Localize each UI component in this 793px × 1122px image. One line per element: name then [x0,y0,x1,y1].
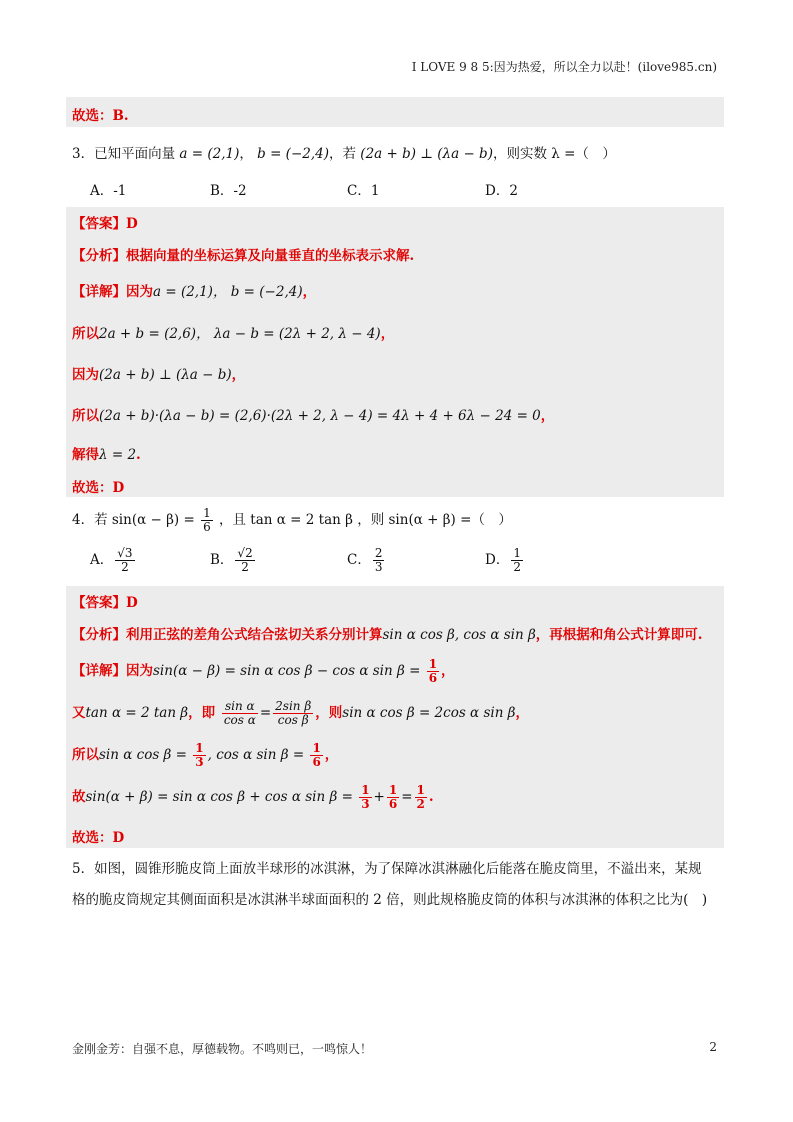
q4-d3-math-b: , cos α sin β = [207,747,309,764]
q3-detail-1: 【详解】因为a = (2,1)， b = (−2,4)， [72,284,317,300]
q3-d5-math: λ = 2 [99,447,137,463]
page-header: I LOVE 9 8 5:因为热爱，所以全力以赴！(ilove985.cn) [411,60,717,74]
q4-option-c-den: 3 [374,560,383,575]
q3-detail-2: 所以2a + b = (2,6)， λa − b = (2λ + 2, λ − 4)， [72,326,395,342]
q4-option-b-num: √2 [237,546,253,560]
q4-option-b [210,547,257,574]
q4-option-d [485,547,525,574]
q4-d4-f2-num: 1 [388,783,398,797]
q3-final: 故选：D [72,480,125,496]
q4-option-c-num: 2 [374,546,383,560]
q5-line-1: 5．如图，圆锥形脆皮筒上面放半球形的冰淇淋，为了保障冰淇淋融化后能落在脆皮筒里，不溢出来，某规 [72,861,702,877]
q4-d1-label: 【详解】因为 [72,663,153,680]
q3-d1-math: a = (2,1)， b = (−2,4) [153,284,303,300]
q3-detail-3: 因为(2a + b) ⊥ (λa − b)， [72,367,246,383]
q4-d2-frac1-num: sin α [222,700,258,714]
q4-d3-frac-a-num: 1 [195,741,204,755]
q4-option-c [347,547,386,574]
q3-cond-pre: ，若 [329,146,356,162]
q4-stem-frac-num: 1 [203,506,211,520]
q4-stem-text-2: ，且 tan α = 2 tan β ，则 sin(α + β) =（ ） [219,512,512,529]
q4-d2-mid: ，即 [188,705,216,722]
prev-answer-block [66,97,724,127]
q4-option-d-label: D． [485,552,510,569]
q3-ask: ，则实数 λ =（ ） [492,146,616,162]
q4-d4-label: 故 [72,789,86,806]
q3-d3-label: 因为 [72,367,99,383]
q4-d3-frac-a-den: 3 [195,755,204,770]
footer-motto: 金刚金芳：自强不息，厚德载物。不鸣则已，一鸣惊人！ [72,1042,373,1056]
q4-detail-4: 故sin(α + β) = sin α cos β + cos α sin β = $\frac{1}{3}$ + $\frac{1}{6}$ = $\frac{1}{2}$ . [72,783,434,812]
q4-detail-3: 所以sin α cos β = $\frac{1}{3}$ , cos α sin β = $\frac{1}{6}$ ， [72,741,339,770]
q4-detail-2: 又tan α = 2 tan β，即 $\frac{\text{sin α}}{\text{cos α}}$ = $\frac{\text{2sin β}}{\text{cos β}}$ ，则sin α cos β = 2cos α sin β， [72,699,529,728]
q3-answer: 【答案】D [72,216,138,232]
q3-option-d: D．2 [485,183,518,199]
q3-d5-label: 解得 [72,447,99,463]
q3-a-def: a = (2,1) [179,146,240,162]
q3-option-a: A．-1 [90,183,127,199]
q3-d1-label: 【详解】因为 [72,284,153,300]
q4-d2-frac2-num: 2sin β [275,699,312,713]
q4-analysis-pre: 【分析】利用正弦的差角公式结合弦切关系分别计算 [72,627,383,643]
q4-d4-math: sin(α + β) = sin α cos β + cos α sin β = [85,789,358,806]
q4-answer: 【答案】D [72,595,138,611]
q3-b-def: b = (−2,4) [257,146,329,162]
q4-d3-math-a: sin α cos β = [99,747,192,764]
q4-d4-f1-den: 3 [361,797,370,812]
q5-line-2: 格的脆皮筒规定其侧面面积是冰淇淋半球面面积的 2 倍，则此规格脆皮筒的体积与冰淇淋的体积之比为( ) [72,892,708,908]
q4-d1-math: sin(α − β) = sin α cos β − cos α sin β = [153,663,425,680]
q4-option-a-den: 2 [121,560,129,575]
q4-option-a [90,547,137,574]
q4-d4-f3-den: 2 [416,797,425,812]
q3-d2-math: 2a + b = (2,6)， λa − b = (2λ + 2, λ − 4) [99,326,381,342]
q4-d3-frac-b-num: 1 [312,741,321,755]
q3-detail-5: 解得λ = 2. [72,447,141,463]
q3-cond: (2a + b) ⊥ (λa − b) [360,146,493,162]
q4-d1-frac-num: 1 [428,657,438,671]
q4-option-c-label: C． [347,552,371,569]
q4-stem-text: 4．若 sin(α − β) = [72,512,200,529]
q4-analysis-post: ，再根据和角公式计算即可. [535,627,703,643]
q4-d4-f1-num: 1 [361,783,370,797]
q4-option-d-num: 1 [513,546,521,560]
q3-option-b: B．-2 [210,183,247,199]
q4-d4-f3-num: 1 [416,783,425,797]
q4-stem-frac [201,507,213,534]
q4-d2-math1: tan α = 2 tan β [85,705,189,722]
q4-d2-math2: sin α cos β = 2cos α sin β [342,705,516,722]
q3-d4-label: 所以 [72,408,99,424]
q3-option-c: C．1 [347,183,380,199]
q4-detail-1: 【详解】因为sin(α − β) = sin α cos β − cos α sin β = $\frac{1}{6}$ ， [72,657,455,686]
q4-option-b-label: B． [210,552,234,569]
q4-d2-frac1-den: cos α [223,713,256,728]
q4-d3-frac-b-den: 6 [312,755,321,770]
q4-option-d-den: 2 [513,560,521,575]
q4-d2-then: ，则 [315,705,343,722]
q3-d3-math: (2a + b) ⊥ (λa − b) [99,367,232,383]
page-number: 2 [709,1040,717,1054]
q4-analysis-math: sin α cos β, cos α sin β [382,627,536,643]
q3-analysis: 【分析】根据向量的坐标运算及向量垂直的坐标表示求解. [72,248,415,264]
q3-d2-label: 所以 [72,326,99,342]
q4-d2-label: 又 [72,705,86,722]
q4-stem-frac-den: 6 [203,520,211,535]
q4-analysis [72,623,703,643]
prev-answer: 故选：B. [72,108,129,124]
q4-option-a-label: A． [90,552,114,569]
q4-stem [72,507,512,534]
q4-d4-f2-den: 6 [388,797,398,812]
q3-d4-math: (2a + b)·(λa − b) = (2,6)·(2λ + 2, λ − 4) = 4λ + 4 + 6λ − 24 = 0 [99,408,541,424]
q4-option-b-den: 2 [241,560,249,575]
q4-d2-frac2-den: cos β [277,713,309,728]
q4-d1-frac-den: 6 [428,671,438,686]
q3-detail-4: 所以(2a + b)·(λa − b) = (2,6)·(2λ + 2, λ − 4) = 4λ + 4 + 6λ − 24 = 0， [72,408,555,424]
q4-d3-label: 所以 [72,747,99,764]
q3-stem-text: 3．已知平面向量 [72,146,176,162]
q4-option-a-num: √3 [117,546,133,560]
q3-stem: 3．已知平面向量 a = (2,1)， b = (−2,4)，若 (2a + b) ⊥ (λa − b)，则实数 λ =（ ） [72,146,616,162]
q4-final: 故选：D [72,830,125,846]
